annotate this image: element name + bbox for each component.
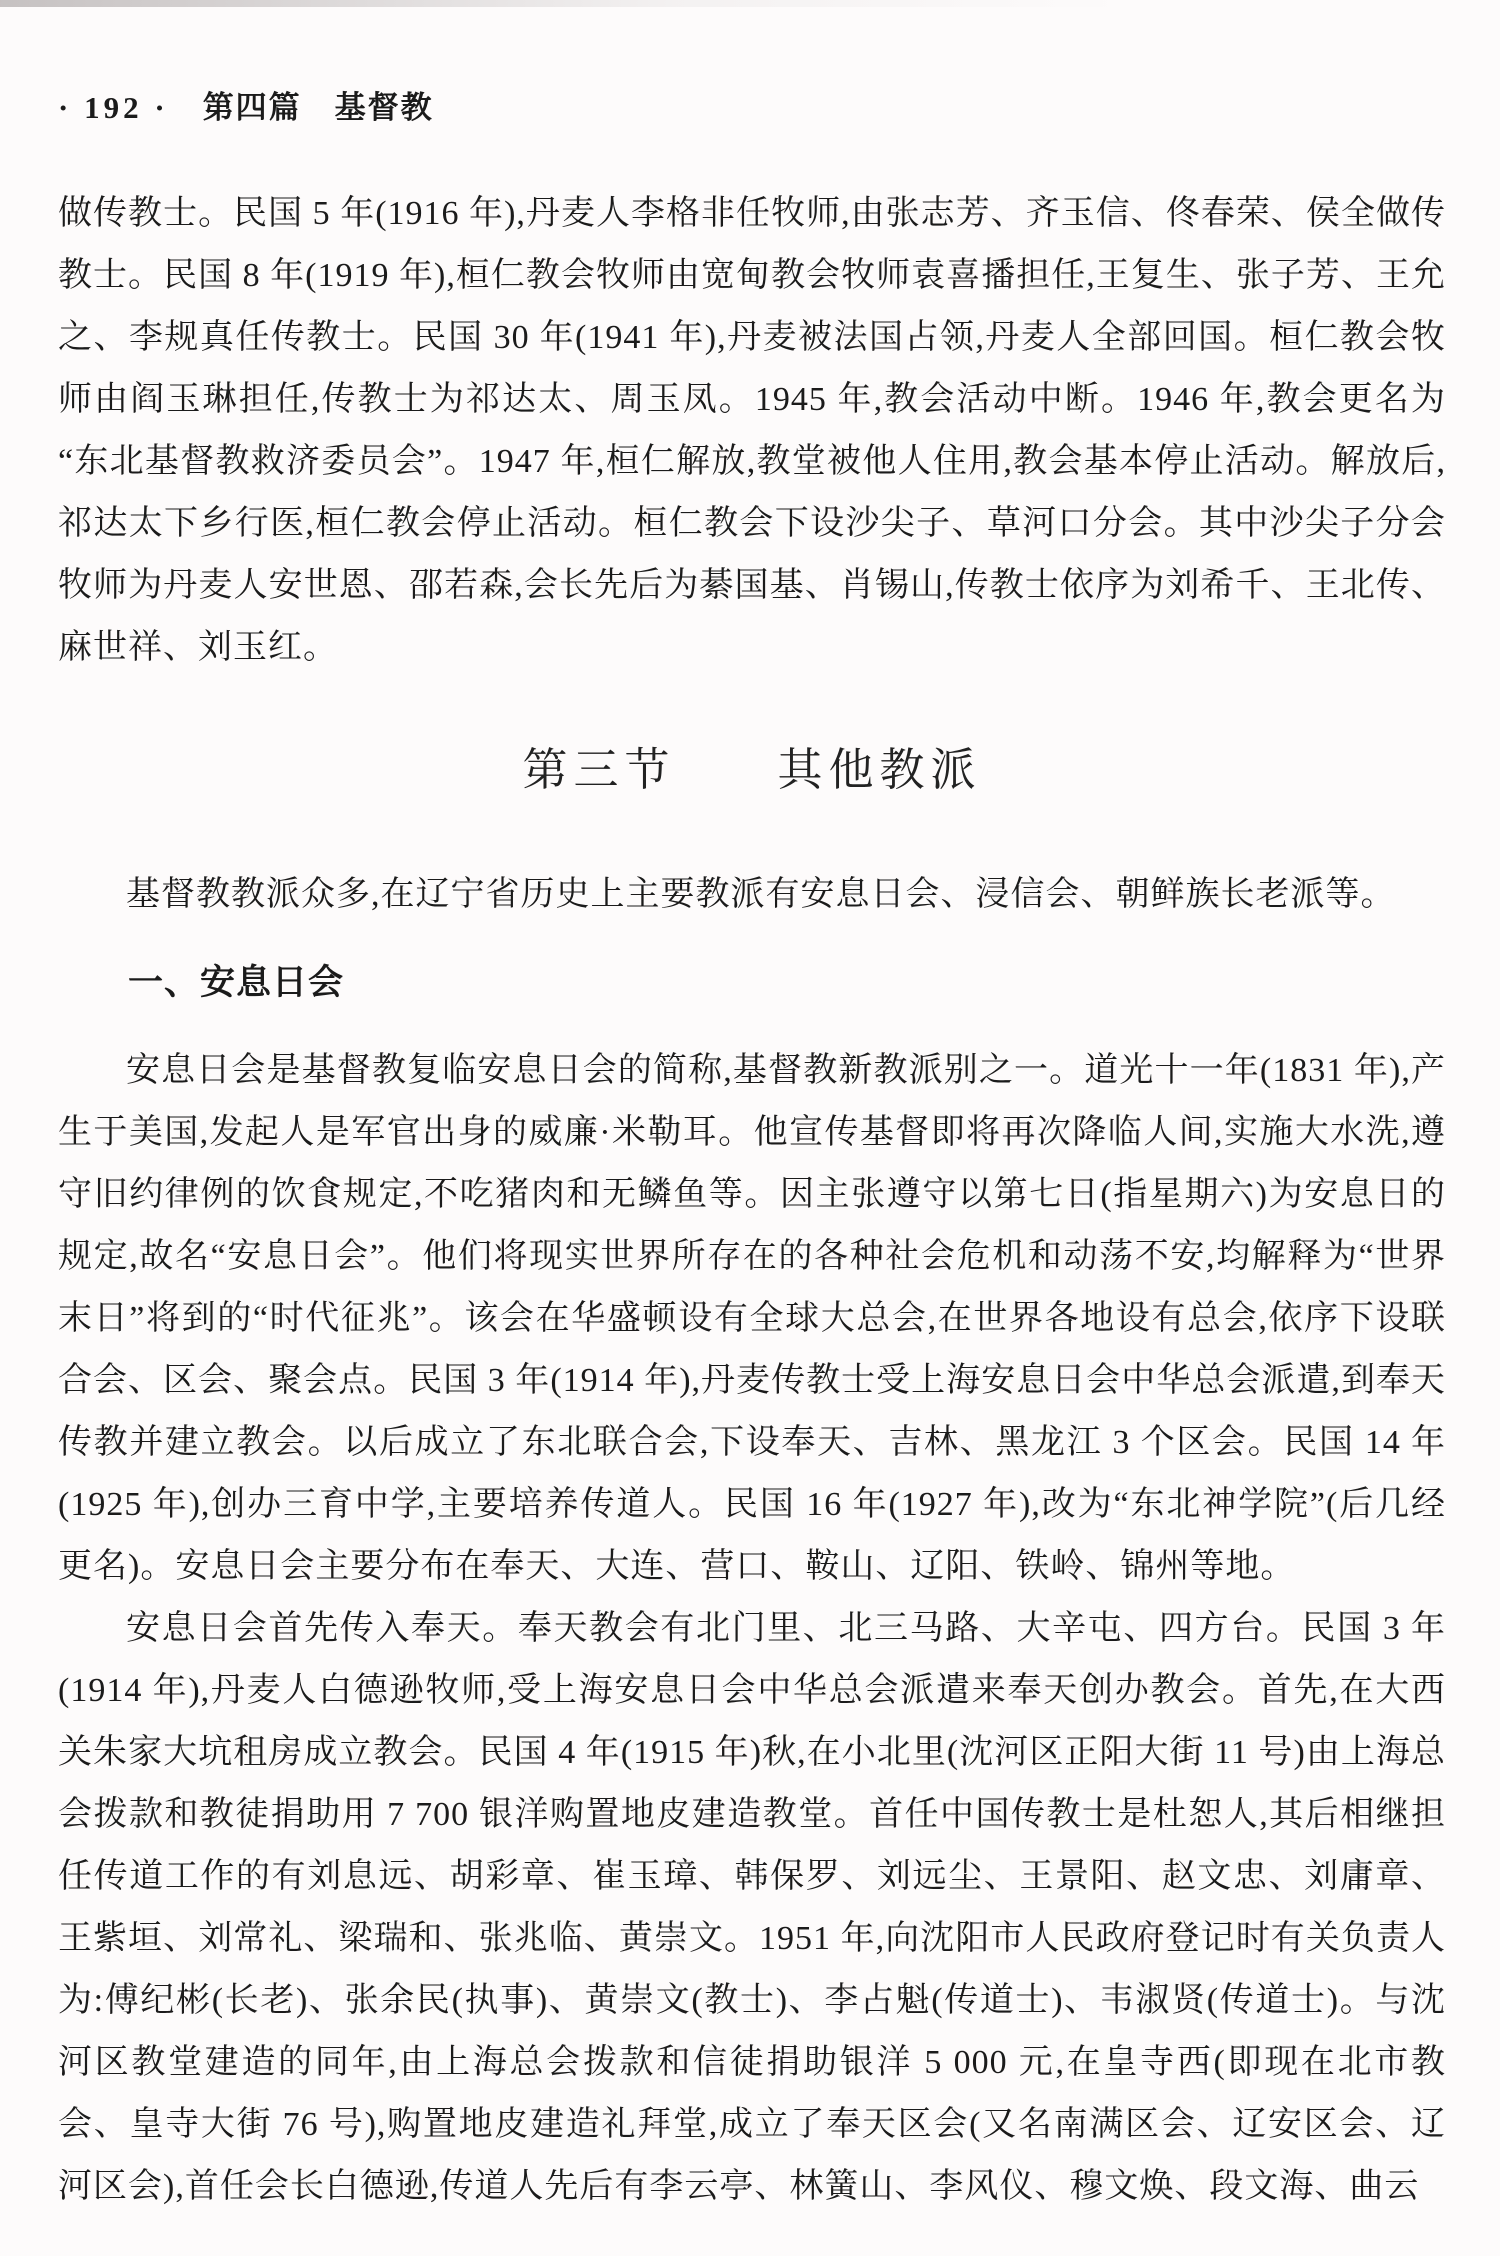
page-body	[58, 183, 1446, 2218]
scan-edge-artifact	[0, 0, 1500, 7]
subsection-heading-adventist: 一、安息日会	[128, 963, 345, 1002]
part-title: 第四篇 基督教	[202, 90, 434, 125]
paragraph-denominations-intro: 基督教教派众多,在辽宁省历史上主要教派有安息日会、浸信会、朝鲜族长老派等。	[126, 876, 1396, 913]
paragraph-adventist-fengtian: 安息日会首先传入奉天。奉天教会有北门里、北三马路、大辛屯、四方台。民国 3 年(1914 年),丹麦人白德逊牧师,受上海安息日会中华总会派遣来奉天创办教会。首先,在大西关朱家大坑租房成立教会。民国 4 年(1915 年)秋,在小北里(沈河区正阳大街 11 号)由上海总会拨款和教徒捐助用 7 700 银洋购置地皮建造教堂。首任中国传教士是杜恕人,其后相继担任传道工作的有刘息远、胡彩章、崔玉璋、韩保罗、刘远尘、王景阳、赵文忠、刘庸章、王紫垣、刘常礼、梁瑞和、张兆临、黄崇文。1951 年,向沈阳市人民政府登记时有关负责人为:傅纪彬(长老)、张余民(执事)、黄崇文(教士)、李占魁(传道士)、韦淑贤(传道士)。与沈河区教堂建造的同年,由上海总会拨款和信徒捐助银洋 5 000 元,在皇寺西(即现在北市教会、皇寺大街 76 号),购置地皮建造礼拜堂,成立了奉天区会(又名南满区会、辽安区会、辽河区会),首任会长白德逊,传道人先后有李云亭、林簧山、李风仪、穆文焕、段文海、曲云	[58, 1610, 1446, 2205]
page-number: · 192 ·	[58, 90, 169, 125]
paragraph-adventist-overview: 安息日会是基督教复临安息日会的简称,基督教新教派别之一。道光十一年(1831 年),产生于美国,发起人是军官出身的威廉·米勒耳。他宣传基督即将再次降临人间,实施大水洗,遵守旧约律例的饮食规定,不吃猪肉和无鳞鱼等。因主张遵守以第七日(指星期六)为安息日的规定,故名“安息日会”。他们将现实世界所存在的各种社会危机和动荡不安,均解释为“世界末日”将到的“时代征兆”。该会在华盛顿设有全球大总会,在世界各地设有总会,依序下设联合会、区会、聚会点。民国 3 年(1914 年),丹麦传教士受上海安息日会中华总会派遣,到奉天传教并建立教会。以后成立了东北联合会,下设奉天、吉林、黑龙江 3 个区会。民国 14 年(1925 年),创办三育中学,主要培养传道人。民国 16 年(1927 年),改为“东北神学院”(后几经更名)。安息日会主要分布在奉天、大连、营口、鞍山、辽阳、铁岭、锦州等地。	[58, 1052, 1446, 1585]
paragraph-huanren-church-history: 做传教士。民国 5 年(1916 年),丹麦人李格非任牧师,由张志芳、齐玉信、佟春荣、侯全做传教士。民国 8 年(1919 年),桓仁教会牧师由宽甸教会牧师袁喜播担任,王复生、张子芳、王允之、李规真任传教士。民国 30 年(1941 年),丹麦被法国占领,丹麦人全部回国。桓仁教会牧师由阎玉琳担任,传教士为祁达太、周玉凤。1945 年,教会活动中断。1946 年,教会更名为“东北基督教救济委员会”。1947 年,桓仁解放,教堂被他人住用,教会基本停止活动。解放后,祁达太下乡行医,桓仁教会停止活动。桓仁教会下设沙尖子、草河口分会。其中沙尖子分会牧师为丹麦人安世恩、邵若森,会长先后为綦国基、肖锡山,传教士依序为刘希千、王北传、麻世祥、刘玉红。	[58, 195, 1446, 666]
page-header	[58, 82, 1446, 127]
section-heading: 第三节 其他教派	[522, 745, 982, 795]
